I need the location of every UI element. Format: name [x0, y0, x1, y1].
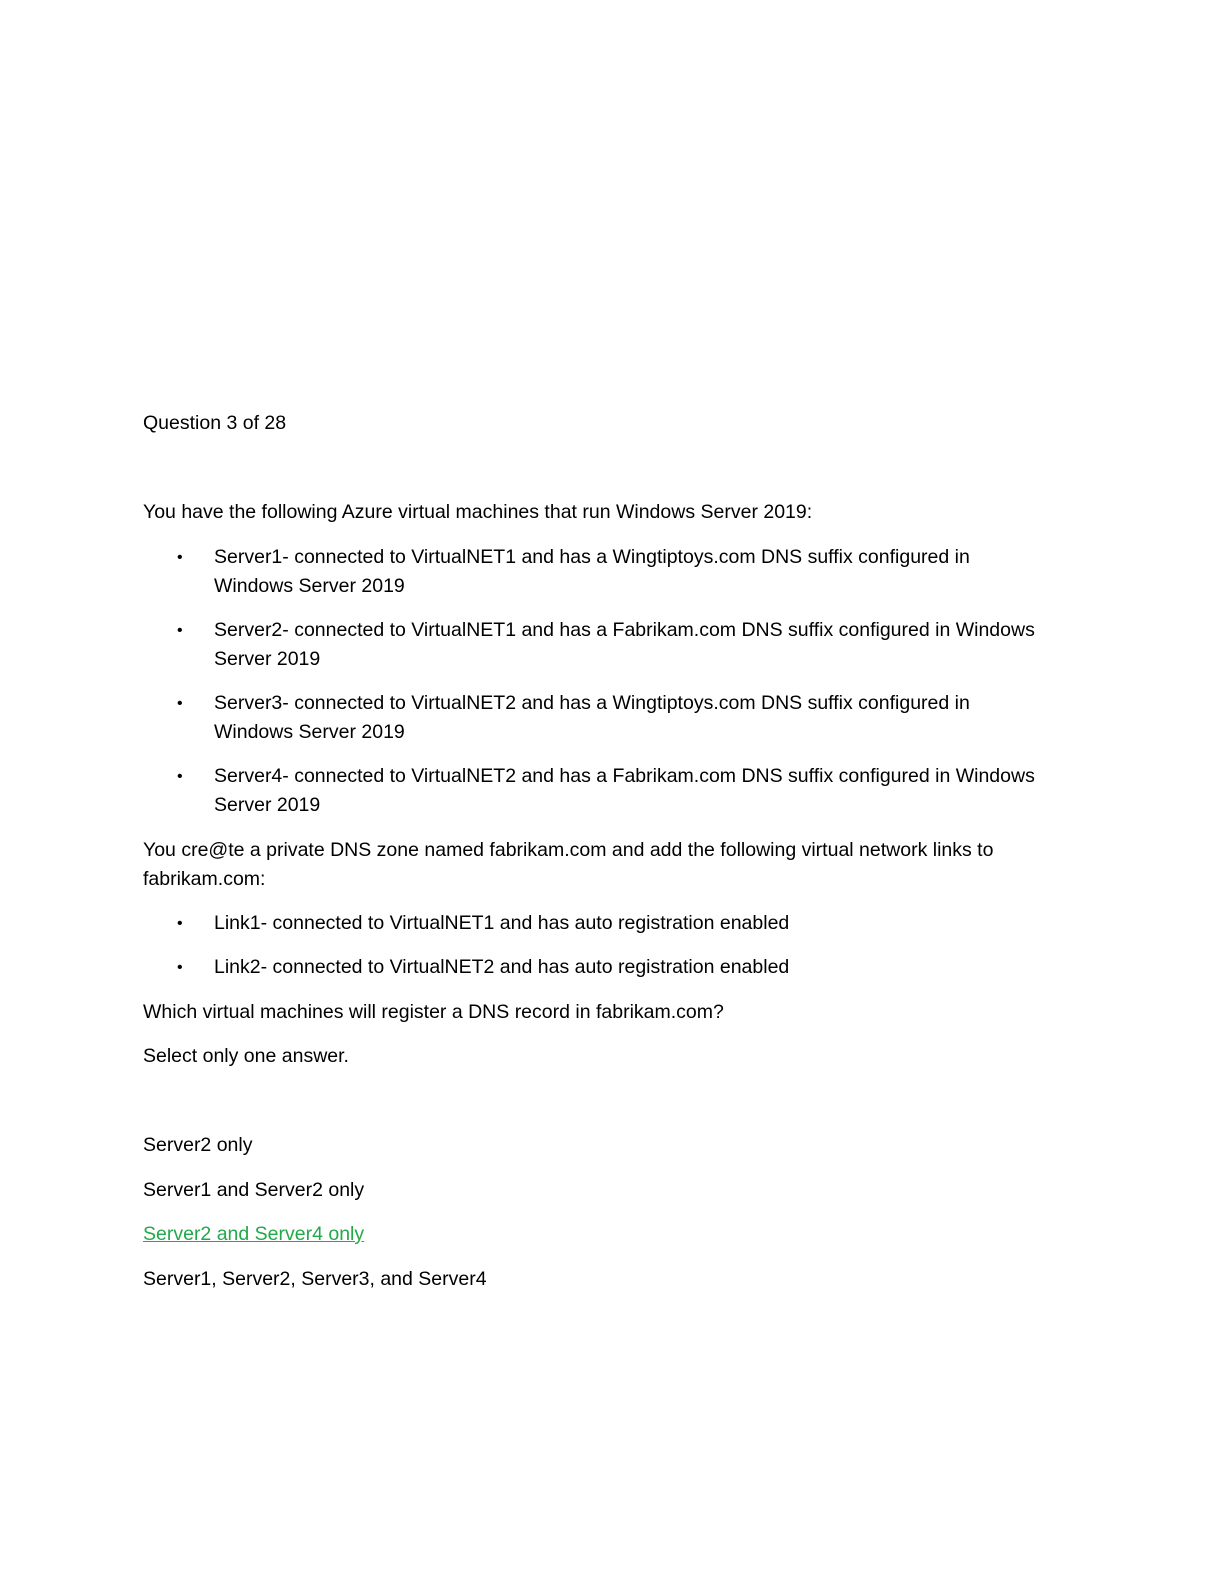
answer-option-1[interactable]: Server2 only — [143, 1134, 253, 1156]
link-item-2: Link2- connected to VirtualNET2 and has auto registration enabled — [214, 956, 790, 978]
server-item-4: Server4- connected to VirtualNET2 and has a Fabrikam.com DNS suffix configured in Windows Server 2019 — [214, 765, 1035, 816]
bullet-icon: • — [177, 915, 183, 932]
server-item-3: Server3- connected to VirtualNET2 and has a Wingtiptoys.com DNS suffix configured in Windows Server 2019 — [214, 692, 970, 743]
bullet-icon: • — [177, 695, 183, 712]
bullet-icon: • — [177, 959, 183, 976]
question-intro: You have the following Azure virtual machines that run Windows Server 2019: — [143, 501, 813, 523]
bullet-icon: • — [177, 622, 183, 639]
answer-option-2[interactable]: Server1 and Server2 only — [143, 1179, 365, 1201]
question-prompt: Which virtual machines will register a DNS record in fabrikam.com? — [143, 1001, 724, 1023]
zone-description: You cre@te a private DNS zone named fabrikam.com and add the following virtual network links to fabrikam.com: — [143, 839, 994, 890]
link-item-1: Link1- connected to VirtualNET1 and has auto registration enabled — [214, 912, 790, 934]
question-instruction: Select only one answer. — [143, 1045, 349, 1067]
bullet-icon: • — [177, 549, 183, 566]
question-counter: Question 3 of 28 — [143, 412, 287, 434]
bullet-icon: • — [177, 768, 183, 785]
answer-option-3-correct[interactable]: Server2 and Server4 only — [143, 1223, 365, 1245]
server-item-1: Server1- connected to VirtualNET1 and has a Wingtiptoys.com DNS suffix configured in Windows Server 2019 — [214, 546, 970, 597]
answer-option-4[interactable]: Server1, Server2, Server3, and Server4 — [143, 1268, 487, 1290]
server-item-2: Server2- connected to VirtualNET1 and has a Fabrikam.com DNS suffix configured in Windows Server 2019 — [214, 619, 1035, 670]
